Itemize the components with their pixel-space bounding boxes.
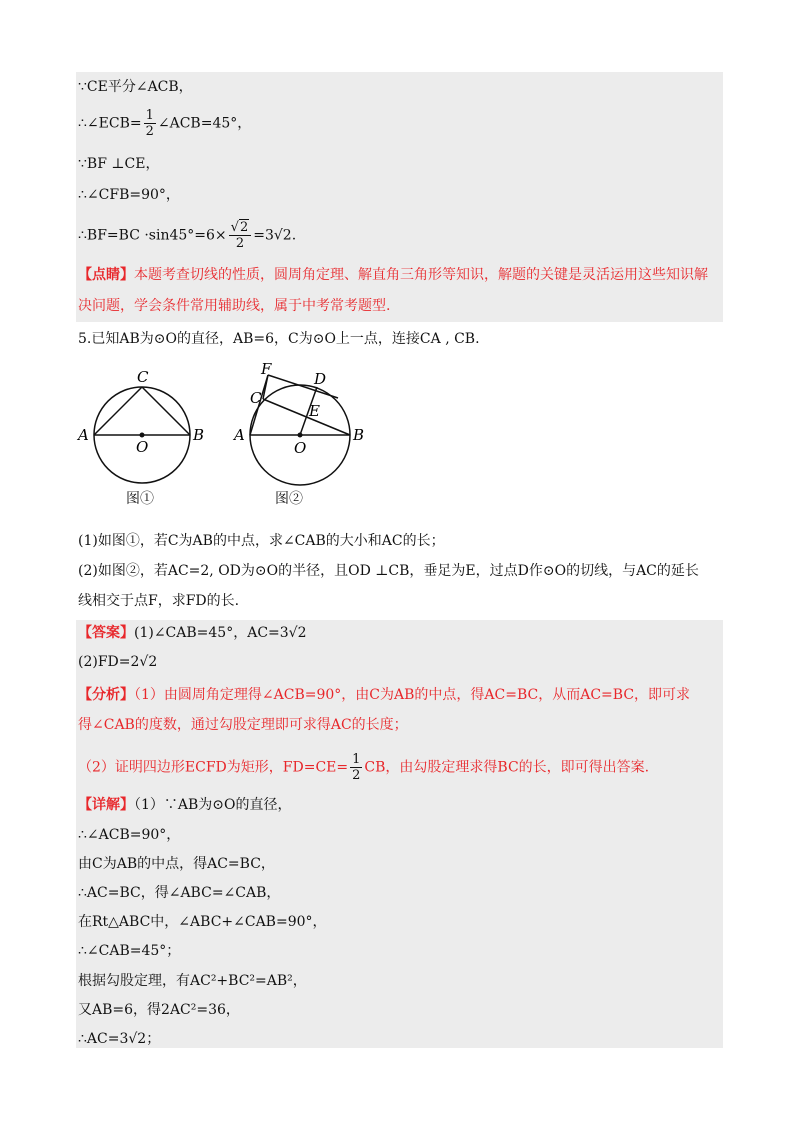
tangent-fd-fig2 <box>268 375 338 398</box>
center-point-fig1 <box>140 433 145 438</box>
question-2-line-2: 线相交于点F，求FD的长. <box>78 593 240 609</box>
analysis-line-1: 【分析】（1）由圆周角定理得∠ACB=90°，由C为AB的中点，得AC=BC，从而AC=BC，即可求 <box>78 687 691 703</box>
detail-line-4: ∴AC=BC，得∠ABC=∠CAB， <box>78 885 281 901</box>
problem-stem: 5.已知AB为⊙O的直径，AB=6，C为⊙O上一点，连接CA , CB. <box>78 331 480 347</box>
detail-line-2: ∴∠ACB=90°， <box>78 827 181 843</box>
comment-line-1: 【点睛】本题考查切线的性质，圆周角定理、解直角三角形等知识，解题的关键是灵活运用这些知识解 <box>78 267 708 283</box>
figure-1 <box>74 365 214 505</box>
label-c-fig1: C <box>137 368 149 386</box>
figure-2 <box>228 360 378 510</box>
label-d-fig2: D <box>314 370 327 388</box>
label-a-fig2: A <box>234 426 245 444</box>
figure-1-caption: 图① <box>126 491 154 507</box>
label-c-fig2: C <box>250 389 262 407</box>
detail-line-8: 又AB=6，得2AC²=36， <box>78 1002 240 1018</box>
label-o-fig2: O <box>294 439 307 457</box>
solution-line-5: ∴BF=BC ·sin45°=6× $\frac{√2}{2}$ =3√2. <box>78 220 297 251</box>
label-a-fig1: A <box>78 426 89 444</box>
fraction-half: $\frac{1}{2}$ <box>145 108 154 139</box>
figure-2-caption: 图② <box>275 491 303 507</box>
detail-line-1: 【详解】（1）∵AB为⊙O的直径， <box>78 797 292 813</box>
question-2-line-1: (2)如图②，若AC=2, OD为⊙O的半径，且OD ⊥CB，垂足为E，过点D作⊙O的切线，与AC的延长 <box>78 563 699 579</box>
detail-line-9: ∴AC=3√2； <box>78 1031 161 1047</box>
comment-line-2: 决问题，学会条件常用辅助线，属于中考常考题型. <box>78 298 391 314</box>
label-o-fig1: O <box>136 438 149 456</box>
solution-line-1: ∵CE平分∠ACB， <box>78 79 193 95</box>
label-b-fig2: B <box>353 426 365 444</box>
detail-line-6: ∴∠CAB=45°； <box>78 943 181 959</box>
answer-line-1: 【答案】(1)∠CAB=45°，AC=3√2 <box>78 625 307 641</box>
detail-line-5: 在Rt△ABC中，∠ABC+∠CAB=90°， <box>78 914 327 930</box>
answer-line-2: (2)FD=2√2 <box>78 654 158 670</box>
solution-line-4: ∴∠CFB=90°， <box>78 187 180 203</box>
center-point-fig2 <box>298 433 303 438</box>
fraction-half-analysis: $\frac{1}{2}$ <box>352 752 361 783</box>
solution-line-2: ∴∠ECB= $\frac{1}{2}$ ∠ACB=45°， <box>78 108 252 139</box>
fraction-sqrt2-over-2: $\frac{√2}{2}$ <box>229 220 252 251</box>
solution-line-3: ∵BF ⊥CE， <box>78 156 160 172</box>
analysis-line-2: 得∠CAB的度数，通过勾股定理即可求得AC的长度； <box>78 717 408 733</box>
analysis-line-3: （2）证明四边形ECFD为矩形，FD=CE= $\frac{1}{2}$ CB，由勾股定理求得BC的长，即可得出答案. <box>78 752 650 783</box>
label-f-fig2: F <box>261 360 272 378</box>
detail-line-3: 由C为AB的中点，得AC=BC， <box>78 856 275 872</box>
detail-line-7: 根据勾股定理，有AC²+BC²=AB²， <box>78 973 307 989</box>
question-1: (1)如图①，若C为AB的中点，求∠CAB的大小和AC的长； <box>78 533 445 549</box>
label-e-fig2: E <box>309 402 320 420</box>
label-b-fig1: B <box>193 426 205 444</box>
